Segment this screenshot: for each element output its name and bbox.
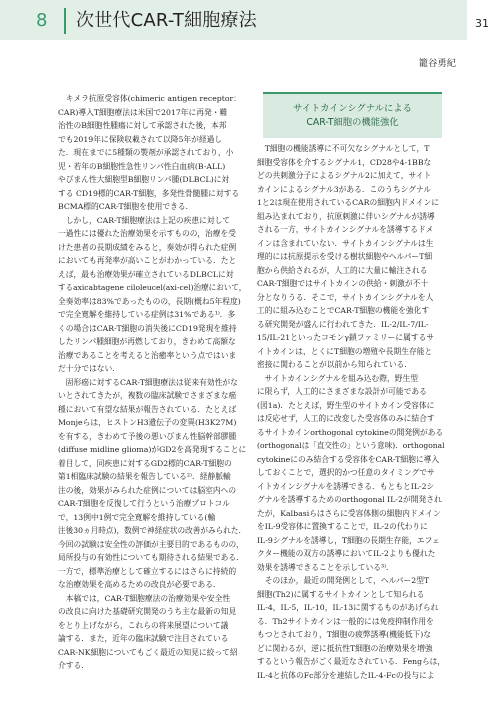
text-line: (diffuse midline glioma)がGD2を高発現することに	[58, 445, 247, 454]
text-line: イトカインは，とくにT細胞の増殖や長期生存能と	[257, 346, 433, 356]
text-line: カインによるシグナル3がある．このうちシグナル	[257, 184, 432, 194]
chapter-header	[0, 0, 467, 40]
text-line: グナルを誘導するためのorthogonal IL-2が開発され	[257, 495, 442, 504]
text-line: IL-9シグナルを誘導し，T細胞の長期生存能，エフェ	[257, 535, 440, 545]
text-line: 全奏効率は83%であったものの，長期(概ね5年程度)	[58, 296, 241, 306]
text-line: の改良に向けた基礎研究開発のうち主な最新の知見	[58, 607, 237, 616]
text-line: けた患者の長期成績をみると，奏効が得られた症例	[58, 242, 237, 252]
text-line: 細胞受容体を介するシグナル1，CD28や4-1BBな	[257, 157, 432, 167]
text-line: 固形癌に対するCAR-T細胞療法は従来有効性がな	[58, 377, 238, 387]
section-heading-line-2: CAR-T細胞の機能強化	[306, 117, 399, 128]
text-line: に限らず，人工的にさまざまな設計が可能である	[257, 387, 427, 396]
text-line: 注の後，効果がみられた症例については脳室内への	[58, 485, 237, 495]
text-line: 今回の試験は安全性の評価が主要目的であるものの，	[58, 539, 244, 549]
text-line: 一過性には優れた治療効果を示すものの，治療を受	[58, 229, 236, 238]
text-line: (orthogonalは「直交性の」という意味)．orthogonal	[257, 441, 445, 450]
text-line: 本稿では，CAR-T細胞療法の治療効果や安全性	[58, 593, 231, 603]
text-line: cytokineにのみ結合する受容体をCAR-T細胞に導入	[257, 454, 440, 464]
text-line: CAR-T細胞ではサイトカインの供給・刺激が不十	[257, 279, 429, 288]
text-line: イトカインシグナルを誘導できる．もともとIL-2シ	[257, 481, 435, 491]
text-line: する CD19標的CAR-T細胞，多発性骨髄腫に対する	[58, 188, 240, 198]
text-line: やびまん性大細胞型B細胞リンパ腫(DLBCL)に対	[58, 175, 230, 184]
text-line: 胞から供給されるが，人工的に大量に輸注される	[257, 265, 428, 275]
section-heading	[263, 92, 442, 138]
text-line: 治療であることを考えると治癒率という点ではいま	[58, 350, 237, 360]
text-line: くの場合はCAR-T細胞の消失後にCD19発現を維持	[58, 323, 237, 333]
text-line: だ十分ではない．	[58, 364, 121, 373]
text-line: るサイトカインorthogonal cytokineの開発例がある	[257, 427, 444, 437]
text-line: される一方，サイトカインシグナルを誘導するドメ	[257, 225, 434, 234]
text-line: 着目して，同疾患に対するGD2標的CAR-T細胞の	[58, 458, 232, 468]
text-line: キメラ抗原受容体(chimeric antigen receptor：	[58, 94, 241, 103]
text-line: BCMA標的CAR-T細胞を使用できる．	[58, 202, 194, 211]
text-line: 分となりうる．そこで，サイトカインシグナルを人	[257, 292, 434, 302]
text-line: そのほか，最近の開発例として，ヘルパー2型T	[257, 576, 430, 585]
text-line: いとされてきたが，複数の臨床試験でさまざまな癌	[58, 391, 237, 400]
text-line: 1と2は現在使用されているCARの細胞内ドメインに	[257, 198, 439, 207]
text-line: は反応せず，人工的に改変した受容体のみに結合す	[257, 414, 435, 423]
text-line: クター機能の双方の誘導においてIL-2よりも優れた	[257, 549, 436, 558]
text-line: サイトカインシグナルを組み込む際，野生型	[257, 373, 419, 383]
text-line: (図1a)．たとえば，野生型のサイトカイン受容体に	[257, 400, 435, 410]
text-line: どの共刺激分子によるシグナル2に加えて，サイト	[257, 171, 432, 180]
text-line: 理的には抗原提示を受ける樹状細胞やヘルパーT細	[257, 252, 433, 261]
text-line: したリンパ腫細胞が再燃しており，きわめて高額な	[58, 337, 236, 346]
right-column	[257, 142, 445, 682]
text-line: で，13例中1例で完全寛解を維持している(輸	[58, 512, 216, 522]
text-line: で完全寛解を維持している症例は31%である¹⁾．多	[58, 310, 236, 319]
text-line: 15/IL-21といったコモンγ鎖ファミリーに属するサ	[257, 333, 435, 342]
section-heading-line-1: サイトカインシグナルによる	[293, 103, 412, 114]
text-line: 児・若年のB細胞性急性リンパ性白血病(B-ALL)	[58, 161, 226, 171]
page-number: 31	[475, 17, 489, 30]
text-line: をとり上げながら，これらの将来展望について議	[58, 620, 229, 630]
text-line: どに関わるが，逆に抵抗性T細胞の治療効果を増強	[257, 643, 433, 653]
author-name: 籠谷勇紀	[418, 58, 456, 69]
text-line: 細胞(Th2)に属するサイトカインとして知られる	[257, 589, 425, 599]
text-line: Monjeらは，ヒストンH3遺伝子の変異(H3K27M)	[58, 418, 237, 427]
text-line: T細胞の機能誘導に不可欠なシグナルとして，T	[257, 144, 430, 153]
text-line: 治性のB細胞性腫瘍に対して承認された後，本邦	[58, 121, 227, 130]
text-line: る．Th2サイトカインは一般的には免疫抑制作用を	[257, 616, 434, 626]
text-line: 密接に関わることが以前から知られている．	[257, 360, 413, 369]
text-line: CAR-NK細胞についてもごく最近の知見に絞って紹	[58, 647, 238, 657]
text-line: インは含まれていない．サイトカインシグナルは生	[257, 238, 434, 248]
text-line: る研究開発が盛んに行われてきた．IL-2/IL-7/IL-	[257, 319, 429, 329]
text-line: 局所投与の有効性についても期待される結果である．	[58, 553, 244, 562]
text-line: しておくことで，選択的かつ任意のタイミングでサ	[257, 468, 435, 477]
text-line: 種において有望な結果が報告されている．たとえば	[58, 404, 237, 414]
text-line: CAR)導入T細胞療法は米国で2017年に再発・難	[58, 107, 228, 117]
chapter-number: 8	[36, 10, 48, 31]
text-line: な治療効果を高めるための改良が必要である．	[58, 580, 221, 589]
text-line: 組み込まれており，抗原刺激に伴いシグナルが誘導	[257, 211, 435, 221]
text-line: するという報告がごく最近なされている．Fengらは，	[257, 657, 445, 666]
text-line: もつとされており，T細胞の疲弊誘導(機能低下)な	[257, 630, 431, 639]
text-line: でも2019年に保険収載されて以降5年が経過し	[58, 134, 223, 144]
text-line: えば，最も治療効果が確立されているDLBCLに対	[58, 269, 234, 279]
text-line: 効果を誘導できることを示している³⁾．	[257, 562, 394, 572]
text-line: たが，Kalbasiらはさらに受容体側の細胞内ドメイン	[257, 508, 441, 518]
text-line: IL-4，IL-5，IL-10，IL-13に関するものがあげられ	[257, 603, 439, 612]
chapter-divider	[64, 8, 66, 34]
text-line: CAR-T細胞を反復して行うという治療プロトコル	[58, 499, 230, 508]
text-line: 論する．また，近年の臨床試験で注目されている	[58, 634, 229, 643]
text-line: するaxicabtagene ciloleucel(axi-cel)治療において，	[58, 283, 247, 292]
text-line: 工的に組み込むことでCAR-T細胞の機能を強化す	[257, 306, 430, 315]
text-line: においても再発率が高いことがわかっている．たと	[58, 256, 237, 265]
text-line: た．現在までに5種類の製剤が承認されており，小	[58, 148, 234, 157]
text-line: を有する，きわめて予後の悪いびまん性脳幹部膠腫	[58, 431, 237, 441]
text-line: 一方で，標準治療として確立するにはさらに持続的	[58, 566, 237, 576]
left-column	[58, 92, 246, 673]
text-line: 第1相臨床試験の結果を報告している²⁾．経静脈輸	[58, 472, 231, 481]
text-line: しかし，CAR-T細胞療法は上記の疾患に対して	[58, 215, 231, 225]
text-line: 介する．	[58, 661, 90, 670]
text-line: をIL-9受容体に置換することで，IL-2の代わりに	[257, 522, 428, 531]
chapter-title: 次世代CAR-T細胞療法	[76, 10, 257, 31]
text-line: IL-4と抗体のFc部分を連結したIL-4-Fcの投与によ	[257, 670, 435, 680]
text-line: 注後30ヵ月時点)，数例で神経症状の改善がみられた．	[58, 526, 247, 535]
